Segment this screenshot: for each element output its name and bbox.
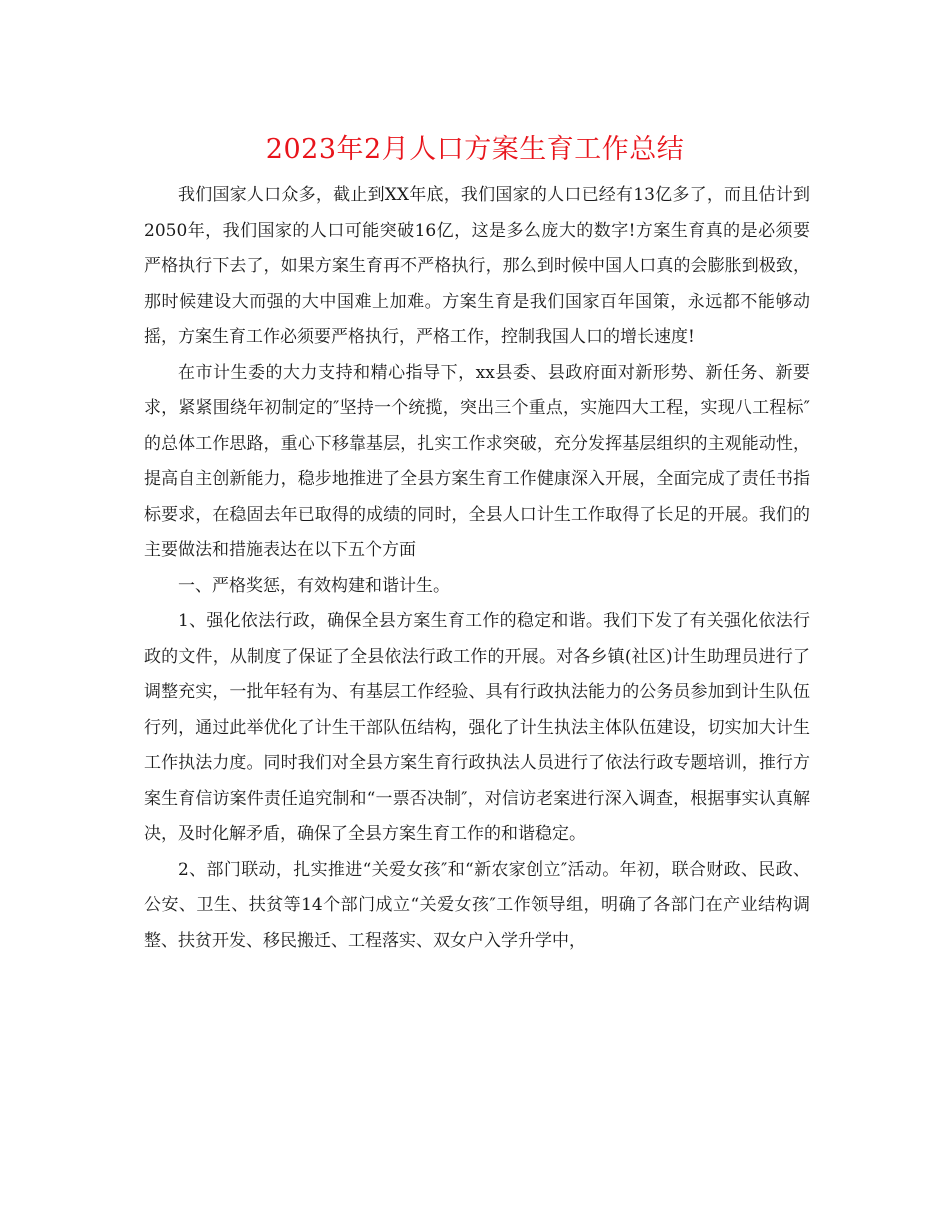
paragraph-item-1: 1、强化依法行政，确保全县方案生育工作的稳定和谐。我们下发了有关强化依法行政的文件，从制度了保证了全县依法行政工作的开展。对各乡镇(社区)计生助理员进行了调整充实，一批年轻有为、有基层工作经验、具有行政执法能力的公务员参加到计生队伍行列，通过此举优化了计生干部队伍结构，强化了计生执法主体队伍建设，切实加大计生工作执法力度。同时我们对全县方案生育行政执法人员进行了依法行政专题培训，推行方案生育信访案件责任追究制和“一票否决制″，对信访老案进行深入调查，根据事实认真解决，及时化解矛盾，确保了全县方案生育工作的和谐稳定。 (144, 611, 810, 844)
document-body (144, 178, 810, 959)
document-title: 2023年2月人口方案生育工作总结 (265, 134, 685, 165)
paragraph-intro: 我们国家人口众多，截止到XX年底，我们国家的人口已经有13亿多了，而且估计到2050年，我们国家的人口可能突破16亿，这是多么庞大的数字!方案生育真的是必须要严格执行下去了，如果方案生育再不严格执行，那么到时候中国人口真的会膨胀到极致，那时候建设大而强的大中国难上加难。方案生育是我们国家百年国策，永远都不能够动摇，方案生育工作必须要严格执行，严格工作，控制我国人口的增长速度! (144, 185, 810, 347)
paragraph-overview: 在市计生委的大力支持和精心指导下，xx县委、县政府面对新形势、新任务、新要求，紧紧围绕年初制定的″坚持一个统揽，突出三个重点，实施四大工程，实现八工程标″的总体工作思路，重心下移靠基层，扎实工作求突破，充分发挥基层组织的主观能动性，提高自主创新能力，稳步地推进了全县方案生育工作健康深入开展，全面完成了责任书指标要求，在稳固去年已取得的成绩的同时，全县人口计生工作取得了长足的开展。我们的主要做法和措施表达在以下五个方面 (144, 362, 810, 560)
section-heading-1: 一、严格奖惩，有效构建和谐计生。 (178, 575, 450, 596)
paragraph-item-2: 2、部门联动，扎实推进“关爱女孩″和“新农家创立″活动。年初，联合财政、民政、公安、卫生、扶贫等14个部门成立“关爱女孩″工作领导组，明确了各部门在产业结构调整、扶贫开发、移民搬迁、工程落实、双女户入学升学中， (144, 859, 810, 951)
